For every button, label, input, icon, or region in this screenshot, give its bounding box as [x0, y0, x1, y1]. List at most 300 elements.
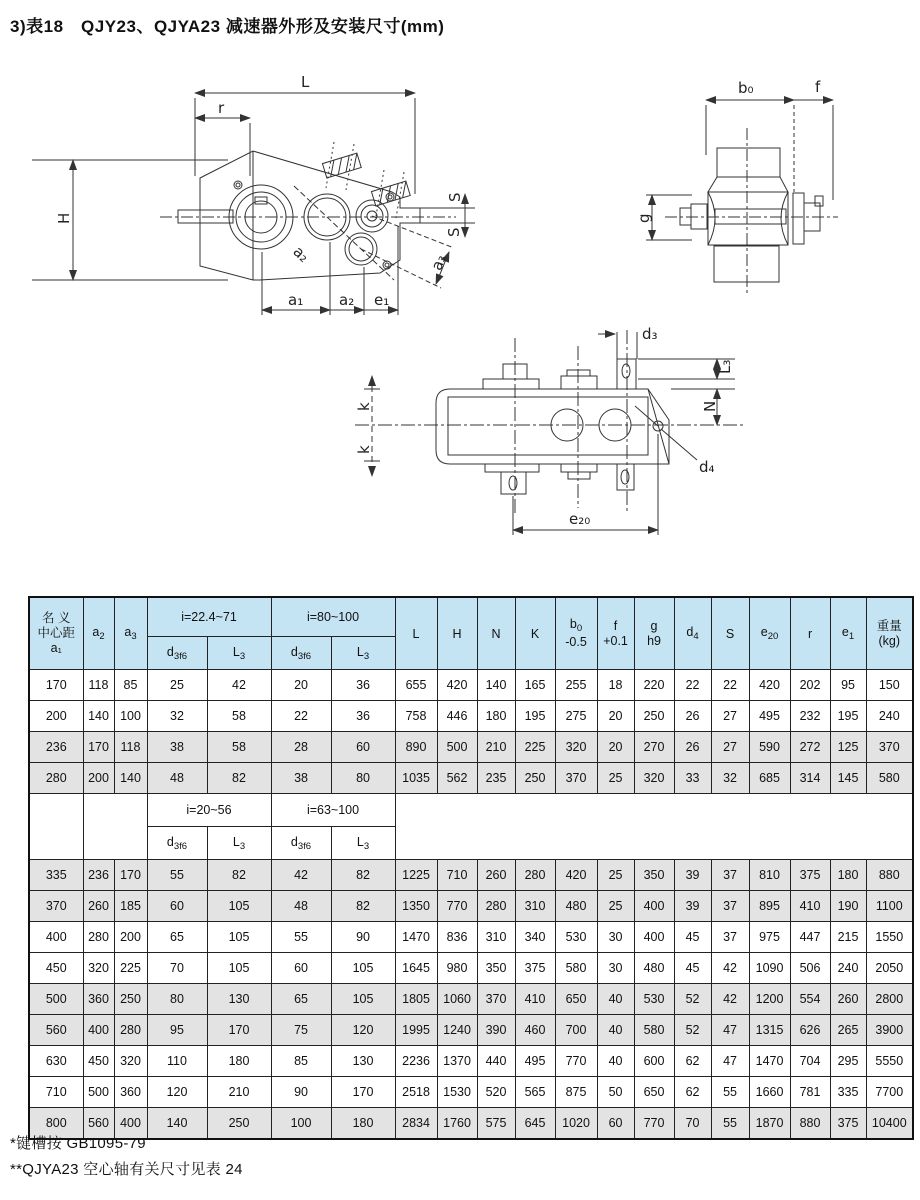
table-cell: 65	[271, 984, 331, 1015]
dimensions-table	[28, 596, 914, 1140]
table-cell: 195	[515, 701, 555, 732]
table-cell: 28	[271, 732, 331, 763]
table-cell: 460	[515, 1015, 555, 1046]
table-cell: 250	[515, 763, 555, 794]
table-cell: 118	[83, 670, 114, 701]
table-cell: 1645	[395, 953, 437, 984]
table-row	[29, 860, 913, 891]
table-cell: 280	[114, 1015, 147, 1046]
col-header-N: N	[477, 597, 515, 670]
dim-label-a2: a₂	[339, 291, 355, 309]
table-cell: 2050	[866, 953, 913, 984]
table-cell: 320	[114, 1046, 147, 1077]
table-row	[29, 1046, 913, 1077]
table-cell: 880	[790, 1108, 830, 1140]
table-cell: 704	[790, 1046, 830, 1077]
table-cell: 810	[749, 860, 790, 891]
table-cell: 600	[634, 1046, 674, 1077]
table-cell: 1350	[395, 891, 437, 922]
table-cell: 275	[555, 701, 597, 732]
table-cell: 375	[830, 1108, 866, 1140]
table-cell: 500	[29, 984, 83, 1015]
table-cell: 400	[29, 922, 83, 953]
table-cell: 1200	[749, 984, 790, 1015]
table-cell: 1760	[437, 1108, 477, 1140]
table-cell: 40	[597, 984, 634, 1015]
table-cell: 140	[477, 670, 515, 701]
band-header-i-range-1: i=20~56	[147, 794, 271, 827]
table-cell: 685	[749, 763, 790, 794]
band-subheader-L3: $L_3$	[331, 827, 395, 860]
col-header-a3: $a_3$	[114, 597, 147, 670]
table-cell: 270	[634, 732, 674, 763]
table-cell: 500	[437, 732, 477, 763]
table-cell: 38	[147, 732, 207, 763]
table-cell: 55	[147, 860, 207, 891]
plan-view-drawing	[345, 318, 775, 573]
table-cell: 236	[29, 732, 83, 763]
table-cell: 1370	[437, 1046, 477, 1077]
table-cell: 1805	[395, 984, 437, 1015]
table-cell: 890	[395, 732, 437, 763]
table-cell: 2834	[395, 1108, 437, 1140]
table-cell: 120	[147, 1077, 207, 1108]
table-row	[29, 984, 913, 1015]
table-cell: 145	[830, 763, 866, 794]
table-cell: 554	[790, 984, 830, 1015]
table-cell: 650	[634, 1077, 674, 1108]
table-cell: 240	[866, 701, 913, 732]
table-cell: 980	[437, 953, 477, 984]
table-cell: 130	[331, 1046, 395, 1077]
col-header-b0: $b_0$ -0.5	[555, 597, 597, 670]
col-header-S: S	[711, 597, 749, 670]
table-cell: 32	[147, 701, 207, 732]
table-cell: 105	[207, 953, 271, 984]
table-cell: 37	[711, 860, 749, 891]
table-cell: 55	[711, 1108, 749, 1140]
table-cell: 185	[114, 891, 147, 922]
table-cell: 590	[749, 732, 790, 763]
band-empty-cell	[395, 794, 913, 860]
table-cell: 272	[790, 732, 830, 763]
table-cell: 1100	[866, 891, 913, 922]
band-empty-cell	[83, 794, 147, 860]
table-cell: 105	[331, 953, 395, 984]
table-cell: 165	[515, 670, 555, 701]
table-row	[29, 763, 913, 794]
table-cell: 446	[437, 701, 477, 732]
table-cell: 60	[271, 953, 331, 984]
table-cell: 1060	[437, 984, 477, 1015]
col-header-i-range-1: i=22.4~71	[147, 597, 271, 637]
table-cell: 58	[207, 701, 271, 732]
dim-label-H: H	[55, 212, 73, 224]
table-cell: 1470	[395, 922, 437, 953]
table-cell: 370	[555, 763, 597, 794]
table-cell: 560	[83, 1108, 114, 1140]
table-cell: 390	[477, 1015, 515, 1046]
table-cell: 225	[515, 732, 555, 763]
table-cell: 36	[331, 701, 395, 732]
band-subheader-L3: $L_3$	[207, 827, 271, 860]
table-cell: 1470	[749, 1046, 790, 1077]
table-cell: 22	[271, 701, 331, 732]
table-cell: 320	[555, 732, 597, 763]
dim-label-r: r	[218, 99, 225, 117]
table-cell: 90	[331, 922, 395, 953]
table-cell: 700	[555, 1015, 597, 1046]
table-cell: 1660	[749, 1077, 790, 1108]
table-row	[29, 953, 913, 984]
table-cell: 150	[866, 670, 913, 701]
table-cell: 560	[29, 1015, 83, 1046]
table-cell: 22	[711, 670, 749, 701]
table-cell: 2236	[395, 1046, 437, 1077]
dim-label-a3-diagonal: a₃	[427, 252, 450, 273]
table-cell: 58	[207, 732, 271, 763]
dim-label-g: g	[635, 213, 653, 223]
table-cell: 400	[83, 1015, 114, 1046]
table-cell: 118	[114, 732, 147, 763]
table-cell: 25	[597, 891, 634, 922]
table-cell: 580	[555, 953, 597, 984]
table-cell: 710	[29, 1077, 83, 1108]
col-subheader-L3: $L_3$	[207, 637, 271, 670]
table-cell: 40	[597, 1015, 634, 1046]
table-cell: 626	[790, 1015, 830, 1046]
table-cell: 37	[711, 922, 749, 953]
table-cell: 770	[555, 1046, 597, 1077]
table-cell: 420	[437, 670, 477, 701]
table-cell: 60	[147, 891, 207, 922]
table-cell: 70	[147, 953, 207, 984]
table-cell: 70	[674, 1108, 711, 1140]
table-cell: 47	[711, 1046, 749, 1077]
table-cell: 575	[477, 1108, 515, 1140]
table-cell: 2800	[866, 984, 913, 1015]
table-cell: 562	[437, 763, 477, 794]
table-cell: 95	[830, 670, 866, 701]
table-cell: 200	[83, 763, 114, 794]
table-cell: 37	[711, 891, 749, 922]
table-cell: 420	[749, 670, 790, 701]
table-cell: 18	[597, 670, 634, 701]
table-cell: 580	[634, 1015, 674, 1046]
table-cell: 170	[331, 1077, 395, 1108]
table-cell: 10400	[866, 1108, 913, 1140]
dim-label-L: L	[301, 73, 310, 91]
table-cell: 580	[866, 763, 913, 794]
table-cell: 20	[597, 701, 634, 732]
table-cell: 170	[207, 1015, 271, 1046]
table-cell: 370	[29, 891, 83, 922]
col-header-a2: $a_2$	[83, 597, 114, 670]
table-row	[29, 732, 913, 763]
col-header-L: L	[395, 597, 437, 670]
table-cell: 170	[29, 670, 83, 701]
table-cell: 295	[830, 1046, 866, 1077]
band-header-i-range-2: i=63~100	[271, 794, 395, 827]
table-cell: 42	[271, 860, 331, 891]
table-cell: 895	[749, 891, 790, 922]
table-cell: 232	[790, 701, 830, 732]
table-cell: 82	[331, 891, 395, 922]
table-cell: 210	[477, 732, 515, 763]
dim-label-d3: d₃	[642, 325, 658, 343]
table-cell: 2518	[395, 1077, 437, 1108]
table-cell: 105	[207, 891, 271, 922]
table-cell: 1090	[749, 953, 790, 984]
table-cell: 500	[83, 1077, 114, 1108]
table-cell: 26	[674, 732, 711, 763]
dim-label-L3: L₃	[716, 359, 734, 374]
table-cell: 110	[147, 1046, 207, 1077]
table-cell: 130	[207, 984, 271, 1015]
table-cell: 836	[437, 922, 477, 953]
table-cell: 370	[866, 732, 913, 763]
band-empty-cell	[29, 794, 83, 860]
table-cell: 26	[674, 701, 711, 732]
col-subheader-L3: $L_3$	[331, 637, 395, 670]
table-cell: 202	[790, 670, 830, 701]
table-row	[29, 1015, 913, 1046]
table-cell: 1550	[866, 922, 913, 953]
table-cell: 1315	[749, 1015, 790, 1046]
col-header-f: f +0.1	[597, 597, 634, 670]
page-title: 3)表18 QJY23、QJYA23 减速器外形及安装尺寸(mm)	[10, 17, 445, 36]
table-cell: 450	[83, 1046, 114, 1077]
table-cell: 25	[147, 670, 207, 701]
table-cell: 85	[114, 670, 147, 701]
col-subheader-d3f6: $d_{3f6}$	[271, 637, 331, 670]
table-cell: 320	[634, 763, 674, 794]
table-cell: 100	[114, 701, 147, 732]
table-cell: 200	[29, 701, 83, 732]
end-view-drawing	[630, 70, 885, 305]
table-cell: 32	[711, 763, 749, 794]
table-cell: 82	[331, 860, 395, 891]
table-cell: 180	[207, 1046, 271, 1077]
dim-label-a1: a₁	[288, 291, 304, 309]
table-cell: 39	[674, 860, 711, 891]
table-cell: 42	[207, 670, 271, 701]
col-header-d4: $d_4$	[674, 597, 711, 670]
table-cell: 210	[207, 1077, 271, 1108]
col-header-g: g h9	[634, 597, 674, 670]
table-cell: 120	[331, 1015, 395, 1046]
table-cell: 280	[83, 922, 114, 953]
table-cell: 350	[477, 953, 515, 984]
footnotes	[10, 1132, 243, 1184]
table-cell: 280	[515, 860, 555, 891]
table-cell: 1035	[395, 763, 437, 794]
table-cell: 7700	[866, 1077, 913, 1108]
table-cell: 27	[711, 701, 749, 732]
table-cell: 265	[830, 1015, 866, 1046]
table-cell: 240	[830, 953, 866, 984]
table-cell: 125	[830, 732, 866, 763]
table-cell: 38	[271, 763, 331, 794]
table-cell: 1020	[555, 1108, 597, 1140]
table-cell: 105	[331, 984, 395, 1015]
table-cell: 100	[271, 1108, 331, 1140]
table-cell: 3900	[866, 1015, 913, 1046]
dim-label-k-bottom: k	[355, 445, 373, 454]
table-cell: 335	[29, 860, 83, 891]
table-cell: 975	[749, 922, 790, 953]
table-cell: 480	[634, 953, 674, 984]
table-row	[29, 1077, 913, 1108]
col-header-H: H	[437, 597, 477, 670]
table-cell: 375	[790, 860, 830, 891]
col-subheader-d3f6: $d_{3f6}$	[147, 637, 207, 670]
side-view-drawing	[28, 66, 493, 341]
col-header-weight: 重量 (kg)	[866, 597, 913, 670]
table-cell: 310	[515, 891, 555, 922]
table-cell: 530	[634, 984, 674, 1015]
dim-label-f: f	[815, 78, 821, 96]
dim-label-a2-diagonal: a₂	[289, 242, 313, 266]
table-cell: 520	[477, 1077, 515, 1108]
table-row	[29, 922, 913, 953]
table-cell: 75	[271, 1015, 331, 1046]
table-cell: 50	[597, 1077, 634, 1108]
table-cell: 55	[271, 922, 331, 953]
table-cell: 85	[271, 1046, 331, 1077]
table-cell: 47	[711, 1015, 749, 1046]
footnote-2: **QJYA23 空心轴有关尺寸见表 24	[10, 1161, 243, 1178]
table-cell: 140	[114, 763, 147, 794]
table-cell: 22	[674, 670, 711, 701]
table-cell: 1995	[395, 1015, 437, 1046]
table-cell: 36	[331, 670, 395, 701]
table-cell: 220	[634, 670, 674, 701]
table-cell: 40	[597, 1046, 634, 1077]
table-cell: 495	[749, 701, 790, 732]
table-cell: 447	[790, 922, 830, 953]
footnote-1: *键槽按 GB1095-79	[10, 1135, 146, 1152]
table-cell: 48	[271, 891, 331, 922]
table-cell: 30	[597, 953, 634, 984]
col-header-e20: $e_{20}$	[749, 597, 790, 670]
table-cell: 710	[437, 860, 477, 891]
table-cell: 215	[830, 922, 866, 953]
table-cell: 20	[597, 732, 634, 763]
table-cell: 225	[114, 953, 147, 984]
table-cell: 25	[597, 763, 634, 794]
table-row	[29, 670, 913, 701]
table-cell: 140	[147, 1108, 207, 1140]
table-cell: 90	[271, 1077, 331, 1108]
table-cell: 170	[83, 732, 114, 763]
table-cell: 506	[790, 953, 830, 984]
table-cell: 758	[395, 701, 437, 732]
table-cell: 350	[634, 860, 674, 891]
table-cell: 25	[597, 860, 634, 891]
table-cell: 420	[555, 860, 597, 891]
table-cell: 190	[830, 891, 866, 922]
table-cell: 62	[674, 1046, 711, 1077]
table-cell: 280	[477, 891, 515, 922]
table-cell: 95	[147, 1015, 207, 1046]
band-subheader-d3f6: $d_{3f6}$	[147, 827, 207, 860]
table-cell: 440	[477, 1046, 515, 1077]
table-cell: 39	[674, 891, 711, 922]
table-cell: 770	[634, 1108, 674, 1140]
col-header-a1: 名 义 中心距 a₁	[29, 597, 83, 670]
band-subheader-d3f6: $d_{3f6}$	[271, 827, 331, 860]
table-cell: 630	[29, 1046, 83, 1077]
dim-label-e1: e₁	[374, 291, 390, 309]
table-cell: 370	[477, 984, 515, 1015]
table-cell: 400	[634, 891, 674, 922]
table-cell: 655	[395, 670, 437, 701]
table-cell: 27	[711, 732, 749, 763]
table-cell: 105	[207, 922, 271, 953]
table-cell: 1225	[395, 860, 437, 891]
table-cell: 236	[83, 860, 114, 891]
table-cell: 62	[674, 1077, 711, 1108]
table-cell: 375	[515, 953, 555, 984]
table-cell: 410	[515, 984, 555, 1015]
table-cell: 80	[331, 763, 395, 794]
table-cell: 400	[114, 1108, 147, 1140]
table-cell: 200	[114, 922, 147, 953]
table-cell: 180	[830, 860, 866, 891]
middle-header-band	[29, 794, 913, 860]
table-cell: 235	[477, 763, 515, 794]
dim-label-N: N	[701, 400, 719, 412]
table-cell: 42	[711, 953, 749, 984]
table-cell: 20	[271, 670, 331, 701]
table-cell: 82	[207, 763, 271, 794]
col-header-r: r	[790, 597, 830, 670]
table-cell: 875	[555, 1077, 597, 1108]
table-cell: 340	[515, 922, 555, 953]
table-cell: 180	[477, 701, 515, 732]
dim-label-e20: e₂₀	[569, 510, 591, 528]
table-cell: 1870	[749, 1108, 790, 1140]
dim-label-b0: b₀	[738, 79, 754, 97]
table-cell: 30	[597, 922, 634, 953]
table-cell: 82	[207, 860, 271, 891]
table-cell: 1530	[437, 1077, 477, 1108]
table-cell: 880	[866, 860, 913, 891]
table-cell: 450	[29, 953, 83, 984]
table-cell: 55	[711, 1077, 749, 1108]
table-cell: 170	[114, 860, 147, 891]
col-header-e1: $e_1$	[830, 597, 866, 670]
table-cell: 320	[83, 953, 114, 984]
table-cell: 45	[674, 922, 711, 953]
table-cell: 255	[555, 670, 597, 701]
dim-label-k-top: k	[355, 402, 373, 411]
table-cell: 565	[515, 1077, 555, 1108]
table-cell: 65	[147, 922, 207, 953]
table-cell: 770	[437, 891, 477, 922]
table-cell: 140	[83, 701, 114, 732]
table-cell: 180	[331, 1108, 395, 1140]
table-cell: 48	[147, 763, 207, 794]
table-cell: 52	[674, 984, 711, 1015]
col-header-K: K	[515, 597, 555, 670]
table-cell: 260	[83, 891, 114, 922]
table-cell: 260	[830, 984, 866, 1015]
dim-label-S-bottom: S	[445, 227, 463, 237]
table-cell: 400	[634, 922, 674, 953]
table-cell: 314	[790, 763, 830, 794]
